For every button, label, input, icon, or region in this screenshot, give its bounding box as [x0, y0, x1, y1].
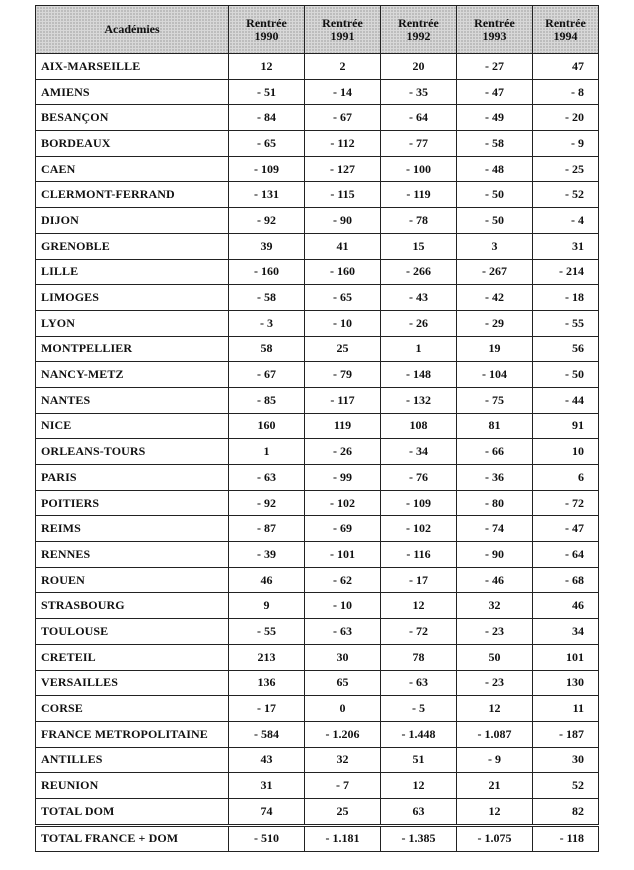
value-cell: - 58	[457, 131, 533, 157]
value-cell: - 20	[533, 105, 599, 131]
value-cell: - 187	[533, 721, 599, 747]
table-row	[36, 105, 599, 131]
value-cell: 82	[533, 798, 599, 825]
value-cell: - 63	[229, 465, 305, 491]
value-cell: - 119	[381, 182, 457, 208]
table-row	[36, 259, 599, 285]
academy-name: RENNES	[36, 542, 229, 568]
value-cell: 52	[533, 773, 599, 799]
academy-name: LILLE	[36, 259, 229, 285]
academy-name: MONTPELLIER	[36, 336, 229, 362]
value-cell: 3	[457, 233, 533, 259]
value-cell: 63	[381, 798, 457, 825]
value-cell: - 118	[533, 825, 599, 852]
academy-name: LYON	[36, 310, 229, 336]
academy-name: DIJON	[36, 208, 229, 234]
value-cell: 32	[305, 747, 381, 773]
academy-name: PARIS	[36, 465, 229, 491]
value-cell: 12	[457, 798, 533, 825]
value-cell: 11	[533, 696, 599, 722]
value-cell: - 48	[457, 156, 533, 182]
table-row	[36, 131, 599, 157]
academies-table	[35, 5, 599, 852]
table-row	[36, 696, 599, 722]
academy-name: CAEN	[36, 156, 229, 182]
table-row	[36, 516, 599, 542]
value-cell: 47	[533, 54, 599, 80]
header-year-1994: Rentrée 1994	[533, 6, 599, 54]
value-cell: - 116	[381, 542, 457, 568]
value-cell: 78	[381, 644, 457, 670]
value-cell: 56	[533, 336, 599, 362]
value-cell: - 55	[229, 619, 305, 645]
table-row	[36, 233, 599, 259]
value-cell: 130	[533, 670, 599, 696]
value-cell: - 1.075	[457, 825, 533, 852]
academy-name: CORSE	[36, 696, 229, 722]
table-row	[36, 593, 599, 619]
academy-name: NANCY-METZ	[36, 362, 229, 388]
value-cell: - 102	[381, 516, 457, 542]
table-row	[36, 773, 599, 799]
value-cell: - 63	[381, 670, 457, 696]
value-cell: - 18	[533, 285, 599, 311]
table-row	[36, 336, 599, 362]
academy-name: AMIENS	[36, 79, 229, 105]
header-year-1992: Rentrée 1992	[381, 6, 457, 54]
academy-name: ANTILLES	[36, 747, 229, 773]
value-cell: - 17	[381, 567, 457, 593]
value-cell: 58	[229, 336, 305, 362]
value-cell: 51	[381, 747, 457, 773]
value-cell: - 64	[533, 542, 599, 568]
value-cell: - 42	[457, 285, 533, 311]
value-cell: - 9	[457, 747, 533, 773]
value-cell: - 127	[305, 156, 381, 182]
value-cell: - 29	[457, 310, 533, 336]
value-cell: - 160	[305, 259, 381, 285]
value-cell: - 26	[381, 310, 457, 336]
value-cell: - 47	[533, 516, 599, 542]
value-cell: - 109	[381, 490, 457, 516]
value-cell: - 64	[381, 105, 457, 131]
value-cell: - 1.385	[381, 825, 457, 852]
table-row	[36, 490, 599, 516]
value-cell: - 109	[229, 156, 305, 182]
academy-name: NICE	[36, 413, 229, 439]
table-row	[36, 798, 599, 825]
academy-name: CRETEIL	[36, 644, 229, 670]
value-cell: - 14	[305, 79, 381, 105]
value-cell: - 78	[381, 208, 457, 234]
value-cell: - 67	[305, 105, 381, 131]
table-row	[36, 156, 599, 182]
value-cell: 41	[305, 233, 381, 259]
value-cell: 31	[533, 233, 599, 259]
total-row	[36, 825, 599, 852]
value-cell: - 79	[305, 362, 381, 388]
value-cell: 12	[381, 773, 457, 799]
value-cell: - 1.206	[305, 721, 381, 747]
value-cell: - 266	[381, 259, 457, 285]
value-cell: 39	[229, 233, 305, 259]
value-cell: - 90	[305, 208, 381, 234]
value-cell: 19	[457, 336, 533, 362]
value-cell: - 55	[533, 310, 599, 336]
table-row	[36, 79, 599, 105]
value-cell: - 102	[305, 490, 381, 516]
value-cell: - 65	[305, 285, 381, 311]
value-cell: - 1.087	[457, 721, 533, 747]
value-cell: - 117	[305, 387, 381, 413]
value-cell: 30	[305, 644, 381, 670]
table-row	[36, 670, 599, 696]
value-cell: 6	[533, 465, 599, 491]
value-cell: - 67	[229, 362, 305, 388]
value-cell: - 74	[457, 516, 533, 542]
value-cell: - 72	[533, 490, 599, 516]
value-cell: - 3	[229, 310, 305, 336]
table-row	[36, 747, 599, 773]
value-cell: 12	[457, 696, 533, 722]
academy-name: AIX-MARSEILLE	[36, 54, 229, 80]
value-cell: - 85	[229, 387, 305, 413]
value-cell: - 23	[457, 670, 533, 696]
academy-name: REIMS	[36, 516, 229, 542]
value-cell: - 72	[381, 619, 457, 645]
value-cell: - 80	[457, 490, 533, 516]
value-cell: - 76	[381, 465, 457, 491]
table-row	[36, 310, 599, 336]
value-cell: - 50	[457, 208, 533, 234]
value-cell: 81	[457, 413, 533, 439]
value-cell: - 36	[457, 465, 533, 491]
value-cell: - 23	[457, 619, 533, 645]
value-cell: 46	[229, 567, 305, 593]
value-cell: - 92	[229, 208, 305, 234]
table-row	[36, 54, 599, 80]
value-cell: - 90	[457, 542, 533, 568]
value-cell: 25	[305, 336, 381, 362]
table-row	[36, 413, 599, 439]
value-cell: - 27	[457, 54, 533, 80]
academy-name: STRASBOURG	[36, 593, 229, 619]
value-cell: 0	[305, 696, 381, 722]
table-row	[36, 465, 599, 491]
value-cell: - 4	[533, 208, 599, 234]
value-cell: 50	[457, 644, 533, 670]
header-year-1991: Rentrée 1991	[305, 6, 381, 54]
value-cell: 25	[305, 798, 381, 825]
value-cell: - 1.448	[381, 721, 457, 747]
value-cell: - 87	[229, 516, 305, 542]
value-cell: - 50	[533, 362, 599, 388]
value-cell: 213	[229, 644, 305, 670]
value-cell: - 68	[533, 567, 599, 593]
value-cell: - 25	[533, 156, 599, 182]
value-cell: - 8	[533, 79, 599, 105]
table-row	[36, 208, 599, 234]
value-cell: 2	[305, 54, 381, 80]
academy-name: BESANÇON	[36, 105, 229, 131]
value-cell: - 34	[381, 439, 457, 465]
value-cell: 65	[305, 670, 381, 696]
header-year-1993: Rentrée 1993	[457, 6, 533, 54]
value-cell: - 10	[305, 310, 381, 336]
value-cell: 108	[381, 413, 457, 439]
table-row	[36, 721, 599, 747]
value-cell: 15	[381, 233, 457, 259]
value-cell: - 99	[305, 465, 381, 491]
value-cell: - 63	[305, 619, 381, 645]
value-cell: - 52	[533, 182, 599, 208]
academy-name: TOTAL DOM	[36, 798, 229, 825]
value-cell: 12	[229, 54, 305, 80]
value-cell: - 92	[229, 490, 305, 516]
value-cell: - 65	[229, 131, 305, 157]
value-cell: 101	[533, 644, 599, 670]
academy-name: TOULOUSE	[36, 619, 229, 645]
value-cell: - 267	[457, 259, 533, 285]
value-cell: - 58	[229, 285, 305, 311]
academy-name: NANTES	[36, 387, 229, 413]
value-cell: - 5	[381, 696, 457, 722]
value-cell: 160	[229, 413, 305, 439]
value-cell: - 17	[229, 696, 305, 722]
value-cell: - 69	[305, 516, 381, 542]
value-cell: - 35	[381, 79, 457, 105]
academy-name: ROUEN	[36, 567, 229, 593]
header-year-1990: Rentrée 1990	[229, 6, 305, 54]
value-cell: - 75	[457, 387, 533, 413]
table-row	[36, 362, 599, 388]
value-cell: - 9	[533, 131, 599, 157]
academy-name: LIMOGES	[36, 285, 229, 311]
academy-name: TOTAL FRANCE + DOM	[36, 825, 229, 852]
value-cell: 34	[533, 619, 599, 645]
value-cell: - 112	[305, 131, 381, 157]
value-cell: - 132	[381, 387, 457, 413]
value-cell: 46	[533, 593, 599, 619]
value-cell: 12	[381, 593, 457, 619]
academy-name: BORDEAUX	[36, 131, 229, 157]
value-cell: - 115	[305, 182, 381, 208]
value-cell: 9	[229, 593, 305, 619]
academy-name: REUNION	[36, 773, 229, 799]
value-cell: - 66	[457, 439, 533, 465]
value-cell: - 50	[457, 182, 533, 208]
value-cell: - 104	[457, 362, 533, 388]
value-cell: 119	[305, 413, 381, 439]
value-cell: 1	[229, 439, 305, 465]
table-row	[36, 439, 599, 465]
academy-name: FRANCE METROPOLITAINE	[36, 721, 229, 747]
value-cell: 1	[381, 336, 457, 362]
value-cell: - 214	[533, 259, 599, 285]
table-row	[36, 182, 599, 208]
value-cell: 10	[533, 439, 599, 465]
table-row	[36, 619, 599, 645]
value-cell: 91	[533, 413, 599, 439]
value-cell: 136	[229, 670, 305, 696]
table-row	[36, 285, 599, 311]
value-cell: - 46	[457, 567, 533, 593]
value-cell: - 62	[305, 567, 381, 593]
value-cell: - 47	[457, 79, 533, 105]
value-cell: 20	[381, 54, 457, 80]
table-row	[36, 644, 599, 670]
value-cell: 32	[457, 593, 533, 619]
value-cell: - 77	[381, 131, 457, 157]
value-cell: - 100	[381, 156, 457, 182]
value-cell: 74	[229, 798, 305, 825]
value-cell: - 101	[305, 542, 381, 568]
header-row	[36, 6, 599, 54]
value-cell: - 26	[305, 439, 381, 465]
value-cell: - 160	[229, 259, 305, 285]
value-cell: - 39	[229, 542, 305, 568]
value-cell: - 131	[229, 182, 305, 208]
value-cell: - 148	[381, 362, 457, 388]
header-academies: Académies	[36, 6, 229, 54]
table-row	[36, 567, 599, 593]
academy-name: CLERMONT-FERRAND	[36, 182, 229, 208]
academy-name: GRENOBLE	[36, 233, 229, 259]
value-cell: - 43	[381, 285, 457, 311]
value-cell: 31	[229, 773, 305, 799]
value-cell: - 44	[533, 387, 599, 413]
academy-name: ORLEANS-TOURS	[36, 439, 229, 465]
value-cell: - 49	[457, 105, 533, 131]
value-cell: - 1.181	[305, 825, 381, 852]
table-row	[36, 387, 599, 413]
academy-name: POITIERS	[36, 490, 229, 516]
value-cell: - 10	[305, 593, 381, 619]
value-cell: 21	[457, 773, 533, 799]
value-cell: - 51	[229, 79, 305, 105]
value-cell: - 510	[229, 825, 305, 852]
table-row	[36, 542, 599, 568]
value-cell: - 7	[305, 773, 381, 799]
academy-name: VERSAILLES	[36, 670, 229, 696]
value-cell: 43	[229, 747, 305, 773]
value-cell: - 584	[229, 721, 305, 747]
value-cell: 30	[533, 747, 599, 773]
value-cell: - 84	[229, 105, 305, 131]
